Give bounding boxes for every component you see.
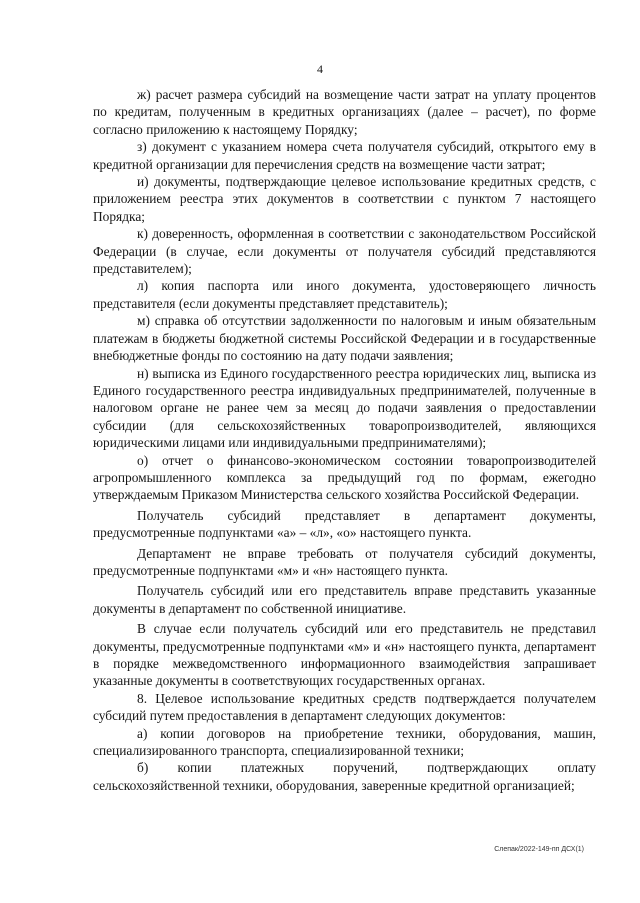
paragraph-l: л) копия паспорта или иного документа, удостоверяющего личность представителя (если документы представляет представитель); [93, 278, 596, 311]
paragraph-submission: Получатель субсидий представляет в департамент документы, предусмотренные подпунктами «а» – «л», «о» настоящего пункта. [93, 507, 596, 541]
paragraph-interagency-request: В случае если получатель субсидий или его представитель не представил документы, предусмотренные подпунктами «м» и «н» настоящего пункта, департамент в порядке межведомственного информационного взаимодействия запрашивает указанные документы в соответствующих государственных органах. [93, 621, 596, 689]
paragraph-own-initiative: Получатель субсидий или его представитель вправе представить указанные документы в департамент по собственной инициативе. [93, 583, 596, 616]
paragraph-department-restriction: Департамент не вправе требовать от получателя субсидий документы, предусмотренные подпунктами «м» и «н» настоящего пункта. [93, 545, 596, 578]
paragraph-k: к) доверенность, оформленная в соответствии с законодательством Российской Федерации (в случае, если документы от получателя субсидий представляются представителем); [93, 226, 596, 277]
document-reference-code: Слепак/2022-149-пп ДСХ(1) [494, 846, 584, 853]
paragraph-n: н) выписка из Единого государственного реестра юридических лиц, выписка из Единого государственного реестра индивидуальных предпринимателей, полученные в налоговом органе не ранее чем за месяц до подачи заявления о предоставлении субсидии (для сельскохозяйственных товаропроизводителей, являющихся юридическими лицами или индивидуальными предпринимателями); [93, 365, 596, 451]
paragraph-o: о) отчет о финансово-экономическом состоянии товаропроизводителей агропромышленного комплекса за предыдущий год по формам, ежегодно утверждаемым Приказом Министерства сельского хозяйства Российской Федерации. [93, 452, 596, 503]
paragraph-8a: а) копии договоров на приобретение техники, оборудования, машин, специализированного транспорта, специализированной техники; [93, 725, 596, 759]
paragraph-i: и) документы, подтверждающие целевое использование кредитных средств, с приложением реестра этих документов в соответствии с пунктом 7 настоящего Порядка; [93, 174, 596, 224]
paragraph-zh: ж) расчет размера субсидий на возмещение части затрат на уплату процентов по кредитам, полученным в кредитных организациях (далее – расчет), по форме согласно приложению к настоящему Порядку; [93, 87, 596, 137]
paragraph-section-8: 8. Целевое использование кредитных средств подтверждается получателем субсидий путем предоставления в департамент следующих документов: [93, 690, 596, 724]
paragraph-8b: б) копии платежных поручений, подтверждающих оплату сельскохозяйственной техники, оборудования, заверенные кредитной организацией; [93, 760, 596, 793]
page-number: 4 [317, 62, 323, 76]
document-body [93, 86, 596, 794]
paragraph-m: м) справка об отсутствии задолженности по налоговым и иным обязательным платежам в бюджеты бюджетной системы Российской Федерации и в государственные внебюджетные фонды по состоянию на дату подачи заявления; [93, 313, 596, 364]
paragraph-z: з) документ с указанием номера счета получателя субсидий, открытого ему в кредитной организации для перечисления средств на возмещение части затрат; [93, 139, 596, 172]
